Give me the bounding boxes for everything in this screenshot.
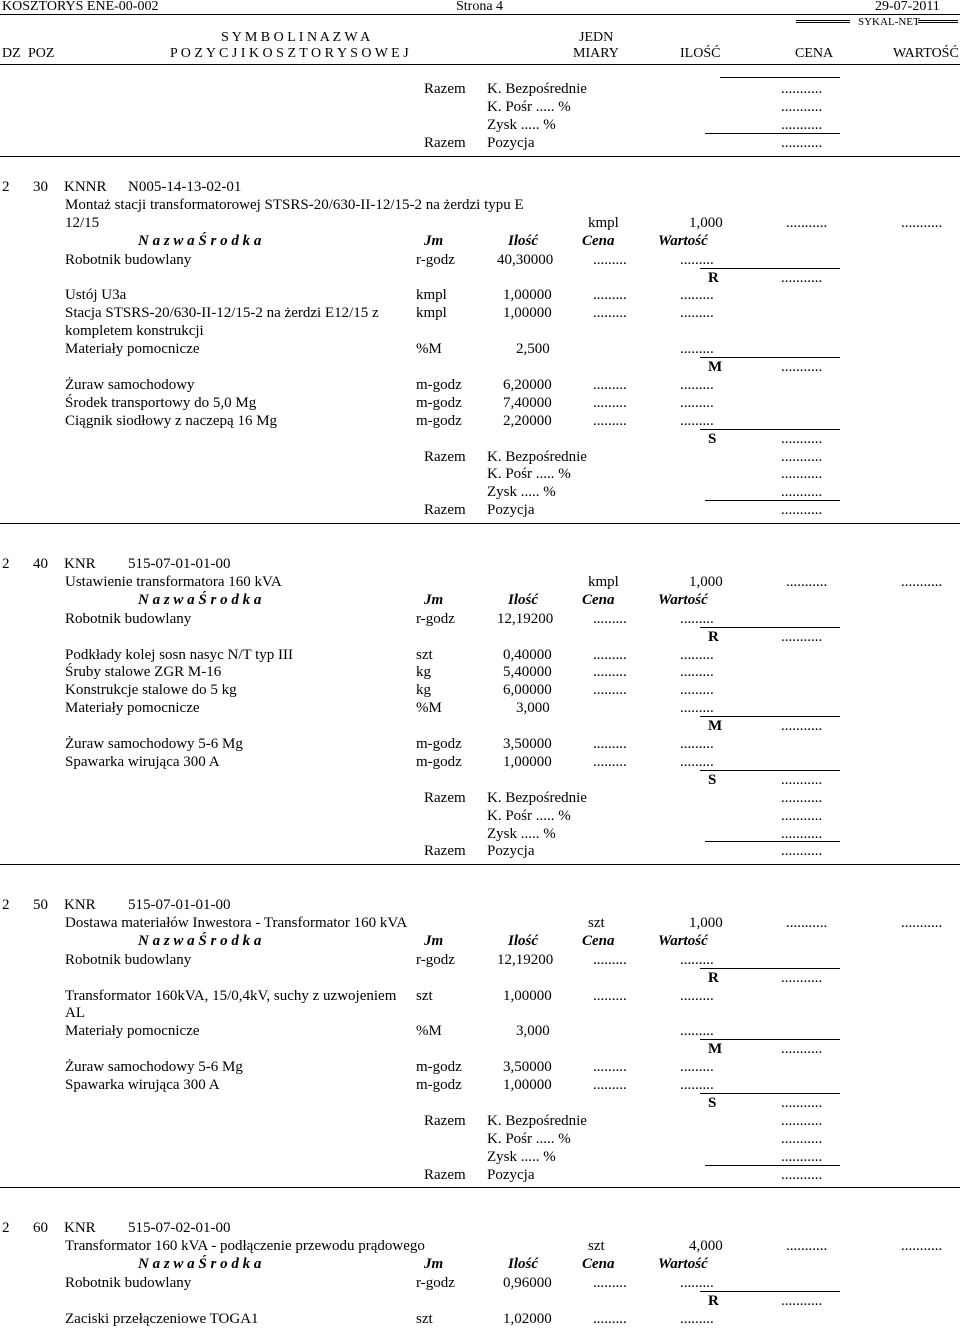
resource-unit: szt bbox=[416, 646, 433, 663]
summary-dots: ........... bbox=[781, 1130, 823, 1147]
summary-razem: Razem bbox=[424, 1112, 466, 1129]
resource-value-dots: ......... bbox=[680, 682, 714, 699]
resource-quantity: 40,30000 bbox=[497, 251, 554, 268]
header-cena: CENA bbox=[795, 46, 834, 61]
summary-dots: ........... bbox=[781, 117, 823, 133]
resource-header-name: N a z w a Ś r o d k a bbox=[138, 591, 262, 608]
subtotal-dots: ........... bbox=[781, 1292, 823, 1309]
resource-name: Materiały pomocnicze bbox=[65, 341, 200, 358]
subtotal-dots: ........... bbox=[781, 269, 823, 286]
resource-unit: kg bbox=[416, 682, 431, 699]
resource-name: Konstrukcje stalowe do 5 kg bbox=[65, 682, 237, 699]
resource-quantity: 3,50000 bbox=[503, 736, 552, 752]
position-poz: 30 bbox=[33, 179, 48, 195]
resource-price-dots: ......... bbox=[593, 1274, 627, 1291]
header-jedn-line1: JEDN bbox=[579, 30, 614, 45]
position-source: KNR bbox=[64, 897, 96, 913]
position-poz: 60 bbox=[33, 1220, 48, 1236]
summary-razem-2: Razem bbox=[424, 135, 466, 151]
resource-value-dots: ......... bbox=[680, 1077, 714, 1093]
resource-unit: r-godz bbox=[416, 1274, 455, 1291]
subtotal-code: R bbox=[708, 628, 719, 645]
resource-name: Żuraw samochodowy 5-6 Mg bbox=[65, 736, 243, 752]
resource-name: Podkłady kolej sosn nasyc N/T typ III bbox=[65, 646, 294, 663]
summary-k-bezposrednie: K. Bezpośrednie bbox=[487, 448, 587, 465]
summary-razem: Razem bbox=[424, 1166, 466, 1183]
resource-unit: m-godz bbox=[416, 736, 462, 752]
summary-pozycja: Pozycja bbox=[487, 135, 535, 151]
summary-dots: ........... bbox=[781, 99, 823, 115]
summary-k-posr: K. Pośr ..... % bbox=[487, 99, 571, 115]
header-wartosc: WARTOŚĆ bbox=[893, 46, 959, 61]
resource-name: Żuraw samochodowy 5-6 Mg bbox=[65, 1059, 243, 1076]
resource-name: Spawarka wirująca 300 A bbox=[65, 1077, 220, 1093]
summary-dots: ........... bbox=[781, 135, 823, 151]
resource-quantity: 1,00000 bbox=[503, 753, 552, 770]
resource-value-dots: ......... bbox=[680, 251, 714, 268]
resource-price-dots: ......... bbox=[593, 736, 627, 752]
subtotal-code: R bbox=[708, 1292, 719, 1309]
position-divider bbox=[0, 1187, 960, 1188]
resource-quantity: 12,19200 bbox=[497, 610, 554, 627]
summary-dots: ........... bbox=[781, 1148, 823, 1165]
resource-name: Materiały pomocnicze bbox=[65, 1023, 200, 1040]
position-price-dots: ........... bbox=[786, 214, 828, 231]
resource-header-name: N a z w a Ś r o d k a bbox=[138, 932, 262, 949]
position-description: Montaż stacji transformatorowej STSRS-20/630-II-12/15-2 na żerdzi typu E bbox=[65, 196, 524, 213]
resource-price-dots: ......... bbox=[593, 287, 627, 304]
resource-quantity: 2,20000 bbox=[503, 412, 552, 429]
resource-unit: r-godz bbox=[416, 251, 455, 268]
summary-razem: Razem bbox=[424, 843, 466, 860]
position-code: 515-07-01-01-00 bbox=[128, 556, 231, 572]
resource-quantity: 6,20000 bbox=[503, 376, 552, 393]
resource-value-dots: ......... bbox=[680, 610, 714, 627]
header-symbol-line1: S Y M B O L I N A Z W A bbox=[221, 30, 371, 45]
resource-name-continued: kompletem konstrukcji bbox=[65, 323, 204, 340]
resource-value-dots: ......... bbox=[680, 753, 714, 770]
summary-pozycja: Pozycja bbox=[487, 843, 535, 860]
position-description: 12/15 bbox=[65, 214, 100, 231]
resource-value-dots: ......... bbox=[680, 1023, 714, 1040]
resource-price-dots: ......... bbox=[593, 610, 627, 627]
position-code: 515-07-02-01-00 bbox=[128, 1220, 231, 1236]
resource-value-dots: ......... bbox=[680, 646, 714, 663]
resource-header-name: N a z w a Ś r o d k a bbox=[138, 232, 262, 249]
resource-price-dots: ......... bbox=[593, 1059, 627, 1076]
summary-dots: ........... bbox=[781, 825, 823, 842]
resource-header-ilosc: Ilość bbox=[508, 591, 538, 608]
resource-quantity: 1,00000 bbox=[503, 287, 552, 304]
resource-value-dots: ......... bbox=[680, 412, 714, 429]
summary-pozycja: Pozycja bbox=[487, 1166, 535, 1183]
resource-name: Spawarka wirująca 300 A bbox=[65, 753, 220, 770]
resource-price-dots: ......... bbox=[593, 251, 627, 268]
resource-unit: r-godz bbox=[416, 610, 455, 627]
resource-name: Materiały pomocnicze bbox=[65, 700, 200, 717]
resource-price-dots: ......... bbox=[593, 753, 627, 770]
doc-date: 29-07-2011 bbox=[875, 0, 940, 14]
summary-razem: Razem bbox=[424, 448, 466, 465]
resource-quantity: 12,19200 bbox=[497, 951, 554, 968]
resource-quantity: 1,00000 bbox=[503, 1077, 552, 1093]
position-code: 515-07-01-01-00 bbox=[128, 897, 231, 913]
position-source: KNR bbox=[64, 1220, 96, 1236]
resource-unit: m-godz bbox=[416, 1059, 462, 1076]
position-divider bbox=[0, 864, 960, 865]
summary-k-bezposrednie: K. Bezpośrednie bbox=[487, 81, 587, 97]
summary-dots: ........... bbox=[781, 81, 823, 97]
resource-header-name: N a z w a Ś r o d k a bbox=[138, 1255, 262, 1272]
header-dz: DZ bbox=[2, 46, 21, 61]
resource-unit: m-godz bbox=[416, 1077, 462, 1093]
resource-name: Robotnik budowlany bbox=[65, 951, 192, 968]
resource-name: Robotnik budowlany bbox=[65, 251, 192, 268]
position-code: N005-14-13-02-01 bbox=[128, 179, 242, 195]
summary-zysk: Zysk ..... % bbox=[487, 117, 556, 133]
summary-zysk: Zysk ..... % bbox=[487, 1148, 556, 1165]
position-unit: kmpl bbox=[588, 214, 619, 231]
resource-percent: 2,500 bbox=[516, 341, 550, 358]
resource-value-dots: ......... bbox=[680, 1274, 714, 1291]
resource-unit: kg bbox=[416, 664, 431, 681]
resource-value-dots: ......... bbox=[680, 1310, 714, 1327]
resource-price-dots: ......... bbox=[593, 987, 627, 1004]
header-ilosc: ILOŚĆ bbox=[680, 46, 721, 61]
resource-value-dots: ......... bbox=[680, 287, 714, 304]
summary-pozycja: Pozycja bbox=[487, 502, 535, 519]
resource-header-jm: Jm bbox=[424, 1255, 444, 1272]
resource-price-dots: ......... bbox=[593, 394, 627, 411]
resource-quantity: 1,02000 bbox=[503, 1310, 552, 1327]
position-value-dots: ........... bbox=[901, 914, 943, 931]
position-source: KNR bbox=[64, 556, 96, 572]
resource-price-dots: ......... bbox=[593, 1077, 627, 1093]
resource-header-cena: Cena bbox=[582, 932, 615, 949]
position-dz: 2 bbox=[2, 897, 10, 913]
resource-unit: m-godz bbox=[416, 394, 462, 411]
resource-header-ilosc: Ilość bbox=[508, 1255, 538, 1272]
position-price-dots: ........... bbox=[786, 914, 828, 931]
subtotal-code: S bbox=[708, 430, 717, 447]
resource-unit: %M bbox=[416, 1023, 442, 1040]
resource-quantity: 3,50000 bbox=[503, 1059, 552, 1076]
resource-value-dots: ......... bbox=[680, 305, 714, 322]
resource-quantity: 7,40000 bbox=[503, 394, 552, 411]
summary-dots: ........... bbox=[781, 789, 823, 806]
resource-value-dots: ......... bbox=[680, 341, 714, 358]
summary-k-posr: K. Pośr ..... % bbox=[487, 1130, 571, 1147]
subtotal-code: R bbox=[708, 969, 719, 986]
position-value-dots: ........... bbox=[901, 573, 943, 590]
subtotal-dots: ........... bbox=[781, 718, 823, 735]
resource-value-dots: ......... bbox=[680, 700, 714, 717]
resource-quantity: 0,96000 bbox=[503, 1274, 552, 1291]
resource-header-wartosc: Wartość bbox=[658, 1255, 708, 1272]
resource-value-dots: ......... bbox=[680, 1059, 714, 1076]
position-poz: 40 bbox=[33, 556, 48, 572]
resource-header-cena: Cena bbox=[582, 232, 615, 249]
resource-unit: kmpl bbox=[416, 305, 447, 322]
subtotal-code: M bbox=[708, 359, 723, 375]
resource-name: Śruby stalowe ZGR M-16 bbox=[65, 664, 222, 681]
position-source: KNNR bbox=[64, 179, 107, 195]
page-number: Strona 4 bbox=[456, 0, 504, 14]
subtotal-dots: ........... bbox=[781, 1041, 823, 1058]
resource-price-dots: ......... bbox=[593, 412, 627, 429]
subtotal-code: M bbox=[708, 1041, 723, 1058]
doc-title: KOSZTORYS ENE-00-002 bbox=[2, 0, 159, 14]
summary-k-bezposrednie: K. Bezpośrednie bbox=[487, 789, 587, 806]
resource-unit: m-godz bbox=[416, 753, 462, 770]
resource-header-wartosc: Wartość bbox=[658, 232, 708, 249]
summary-zysk: Zysk ..... % bbox=[487, 484, 556, 501]
resource-name: Ustój U3a bbox=[65, 287, 127, 304]
summary-dots: ........... bbox=[781, 502, 823, 519]
resource-header-jm: Jm bbox=[424, 232, 444, 249]
position-price-dots: ........... bbox=[786, 573, 828, 590]
resource-price-dots: ......... bbox=[593, 682, 627, 699]
position-value-dots: ........... bbox=[901, 1237, 943, 1254]
subtotal-dots: ........... bbox=[781, 771, 823, 788]
resource-header-ilosc: Ilość bbox=[508, 232, 538, 249]
resource-header-wartosc: Wartość bbox=[658, 591, 708, 608]
resource-name: Robotnik budowlany bbox=[65, 610, 192, 627]
position-description: Dostawa materiałów Inwestora - Transformator 160 kVA bbox=[65, 914, 408, 931]
subtotal-code: S bbox=[708, 1094, 717, 1111]
resource-header-cena: Cena bbox=[582, 591, 615, 608]
resource-name: Środek transportowy do 5,0 Mg bbox=[65, 394, 257, 411]
position-value-dots: ........... bbox=[901, 214, 943, 231]
resource-price-dots: ......... bbox=[593, 951, 627, 968]
position-poz: 50 bbox=[33, 897, 48, 913]
summary-razem: Razem bbox=[424, 502, 466, 519]
position-description: Transformator 160 kVA - podłączenie przewodu prądowego bbox=[65, 1237, 425, 1254]
subtotal-dots: ........... bbox=[781, 628, 823, 645]
resource-price-dots: ......... bbox=[593, 664, 627, 681]
resource-price-dots: ......... bbox=[593, 646, 627, 663]
resource-value-dots: ......... bbox=[680, 394, 714, 411]
resource-unit: r-godz bbox=[416, 951, 455, 968]
resource-header-jm: Jm bbox=[424, 932, 444, 949]
resource-header-wartosc: Wartość bbox=[658, 932, 708, 949]
header-jedn-line2: MIARY bbox=[573, 46, 619, 61]
resource-quantity: 6,00000 bbox=[503, 682, 552, 699]
resource-quantity: 5,40000 bbox=[503, 664, 552, 681]
resource-price-dots: ......... bbox=[593, 305, 627, 322]
brand-label: SYKAL-NET bbox=[858, 16, 920, 28]
resource-price-dots: ......... bbox=[593, 1310, 627, 1327]
resource-unit: %M bbox=[416, 700, 442, 717]
subtotal-code: M bbox=[708, 718, 723, 735]
resource-quantity: 0,40000 bbox=[503, 646, 552, 663]
position-unit: szt bbox=[588, 914, 605, 931]
summary-razem-1: Razem bbox=[424, 81, 466, 97]
position-dz: 2 bbox=[2, 556, 10, 572]
resource-percent: 3,000 bbox=[516, 1023, 550, 1040]
position-unit: kmpl bbox=[588, 573, 619, 590]
resource-name: Robotnik budowlany bbox=[65, 1274, 192, 1291]
position-divider bbox=[0, 523, 960, 524]
resource-header-jm: Jm bbox=[424, 591, 444, 608]
resource-quantity: 1,00000 bbox=[503, 305, 552, 322]
resource-percent: 3,000 bbox=[516, 700, 550, 717]
summary-k-posr: K. Pośr ..... % bbox=[487, 466, 571, 483]
resource-header-cena: Cena bbox=[582, 1255, 615, 1272]
position-dz: 2 bbox=[2, 179, 10, 195]
summary-zysk: Zysk ..... % bbox=[487, 825, 556, 842]
resource-unit: szt bbox=[416, 1310, 433, 1327]
position-price-dots: ........... bbox=[786, 1237, 828, 1254]
summary-dots: ........... bbox=[781, 843, 823, 860]
resource-header-ilosc: Ilość bbox=[508, 932, 538, 949]
resource-name-continued: AL bbox=[65, 1005, 85, 1022]
resource-value-dots: ......... bbox=[680, 376, 714, 393]
header-symbol-line2: P O Z Y C J I K O S Z T O R Y S O W E J bbox=[170, 46, 409, 61]
resource-name: Zaciski przełączeniowe TOGA1 bbox=[65, 1310, 259, 1327]
position-dz: 2 bbox=[2, 1220, 10, 1236]
resource-unit: kmpl bbox=[416, 287, 447, 304]
position-quantity: 4,000 bbox=[689, 1237, 723, 1254]
position-description: Ustawienie transformatora 160 kVA bbox=[65, 573, 282, 590]
position-unit: szt bbox=[588, 1237, 605, 1254]
resource-value-dots: ......... bbox=[680, 987, 714, 1004]
summary-dots: ........... bbox=[781, 1166, 823, 1183]
subtotal-dots: ........... bbox=[781, 359, 823, 375]
subtotal-code: R bbox=[708, 269, 719, 286]
header-poz: POZ bbox=[28, 46, 55, 61]
summary-k-posr: K. Pośr ..... % bbox=[487, 807, 571, 824]
resource-value-dots: ......... bbox=[680, 951, 714, 968]
resource-quantity: 1,00000 bbox=[503, 987, 552, 1004]
resource-name: Ciągnik siodłowy z naczepą 16 Mg bbox=[65, 412, 278, 429]
position-quantity: 1,000 bbox=[689, 214, 723, 231]
resource-unit: %M bbox=[416, 341, 442, 358]
summary-dots: ........... bbox=[781, 1112, 823, 1129]
position-quantity: 1,000 bbox=[689, 573, 723, 590]
summary-k-bezposrednie: K. Bezpośrednie bbox=[487, 1112, 587, 1129]
subtotal-code: S bbox=[708, 771, 717, 788]
resource-name: Żuraw samochodowy bbox=[65, 376, 195, 393]
summary-dots: ........... bbox=[781, 484, 823, 501]
resource-unit: m-godz bbox=[416, 412, 462, 429]
resource-unit: m-godz bbox=[416, 376, 462, 393]
subtotal-dots: ........... bbox=[781, 969, 823, 986]
summary-dots: ........... bbox=[781, 807, 823, 824]
summary-razem: Razem bbox=[424, 789, 466, 806]
summary-dots: ........... bbox=[781, 466, 823, 483]
summary-dots: ........... bbox=[781, 448, 823, 465]
subtotal-dots: ........... bbox=[781, 1094, 823, 1111]
resource-name: Stacja STSRS-20/630-II-12/15-2 na żerdzi E12/15 z bbox=[65, 305, 379, 322]
position-quantity: 1,000 bbox=[689, 914, 723, 931]
subtotal-dots: ........... bbox=[781, 430, 823, 447]
resource-name: Transformator 160kVA, 15/0,4kV, suchy z uzwojeniem bbox=[65, 987, 397, 1004]
resource-value-dots: ......... bbox=[680, 664, 714, 681]
resource-price-dots: ......... bbox=[593, 376, 627, 393]
resource-unit: szt bbox=[416, 987, 433, 1004]
resource-value-dots: ......... bbox=[680, 736, 714, 752]
